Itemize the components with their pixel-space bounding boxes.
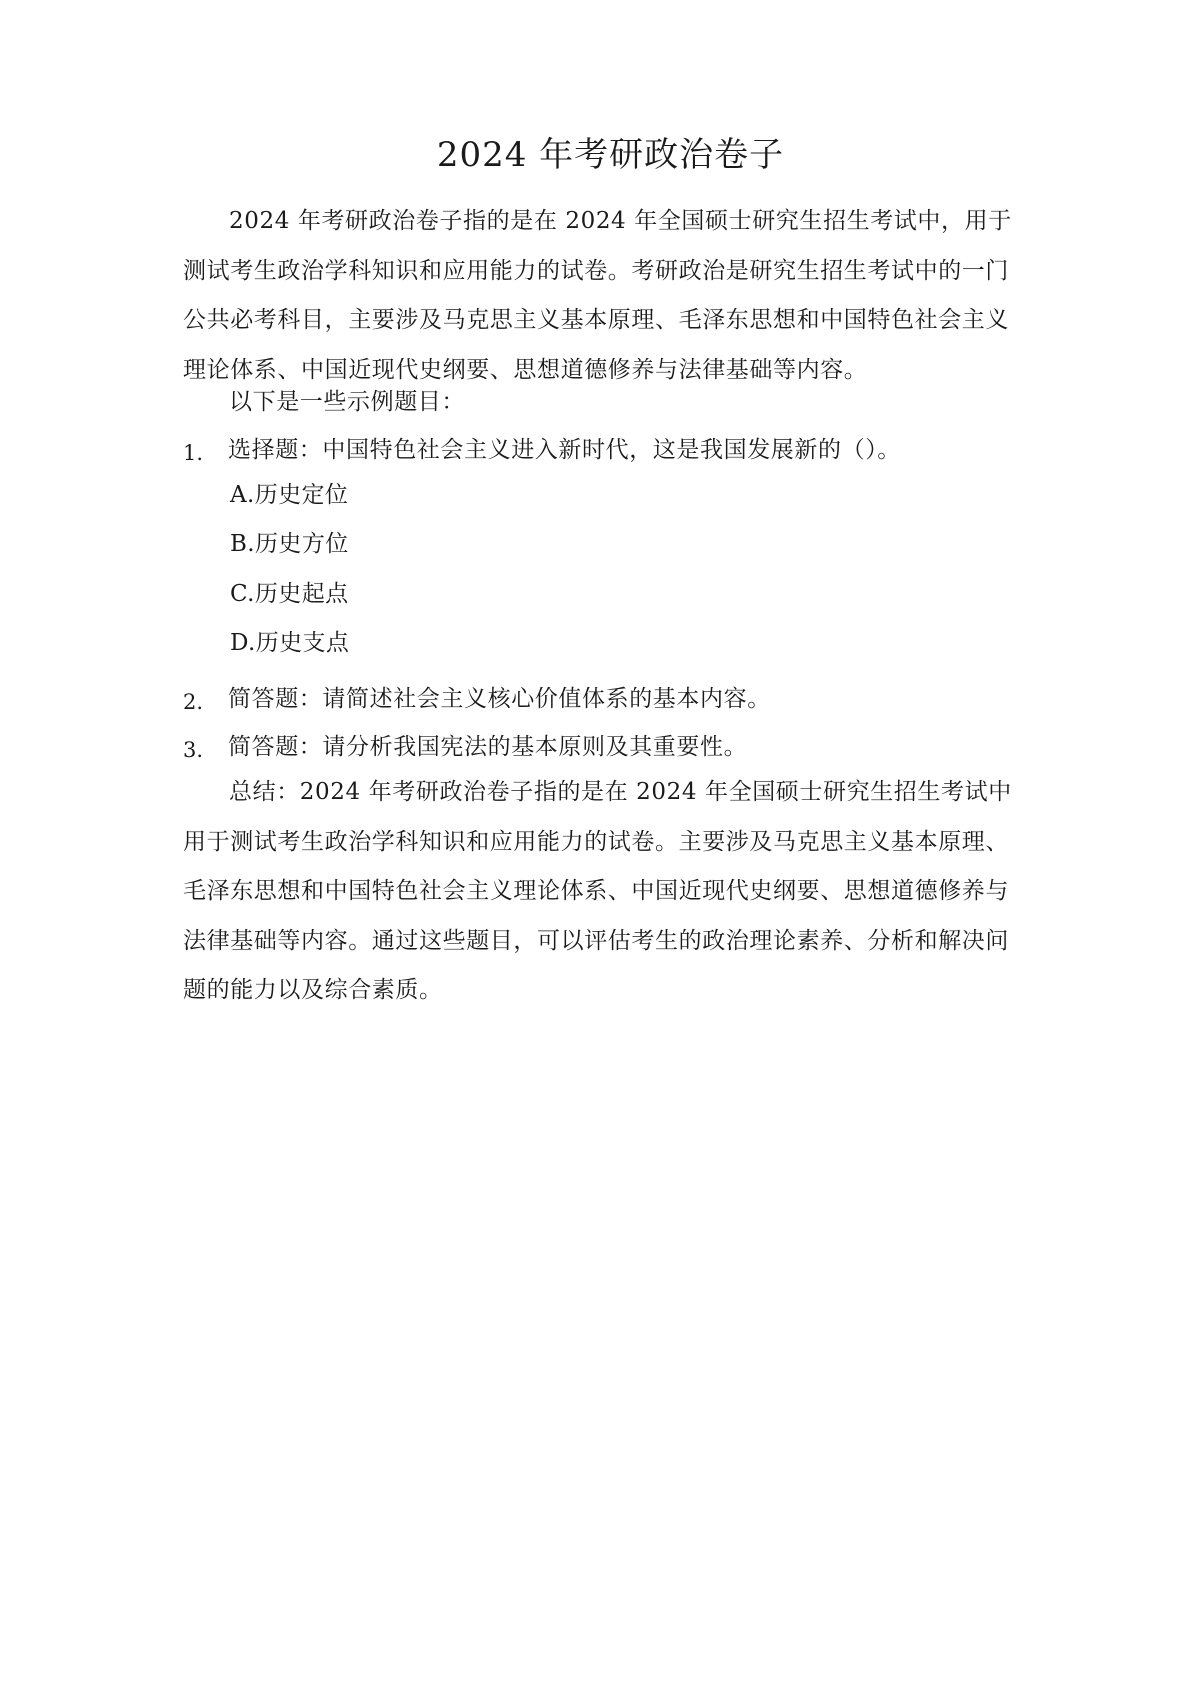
question-1-option-b: B.历史方位 [230,531,349,557]
question-3-number: 3. [183,738,204,762]
question-1-text: 选择题：中国特色社会主义进入新时代，这是我国发展新的（）。 [228,437,901,463]
question-3-text: 简答题：请分析我国宪法的基本原则及其重要性。 [228,734,748,760]
intro-paragraph: 2024 年考研政治卷子指的是在 2024 年全国硕士研究生招生考试中，用于测试考生政治学科知识和应用能力的试卷。考研政治是研究生招生考试中的一门公共必考科目，主要涉及马克思主义基本原理、毛泽东思想和中国特色社会主义理论体系、中国近现代史纲要、思想道德修养与法律基础等内容。 [183,208,1012,383]
summary-paragraph: 总结：2024 年考研政治卷子指的是在 2024 年全国硕士研究生招生考试中用于测试考生政治学科知识和应用能力的试卷。主要涉及马克思主义基本原理、毛泽东思想和中国特色社会主义理论体系、中国近现代史纲要、思想道德修养与法律基础等内容。通过这些题目，可以评估考生的政治理论素养、分析和解决问题的能力以及综合素质。 [183,779,1012,1003]
examples-lead: 以下是一些示例题目： [229,389,465,415]
document-title: 2024 年考研政治卷子 [436,135,785,175]
question-1-number: 1. [183,441,204,465]
question-1-option-a: A.历史定位 [230,482,349,508]
question-2-text: 简答题：请简述社会主义核心价值体系的基本内容。 [228,686,771,712]
question-1-option-d: D.历史支点 [230,630,350,656]
question-1-option-c: C.历史起点 [230,581,349,607]
question-2-number: 2. [183,690,204,714]
